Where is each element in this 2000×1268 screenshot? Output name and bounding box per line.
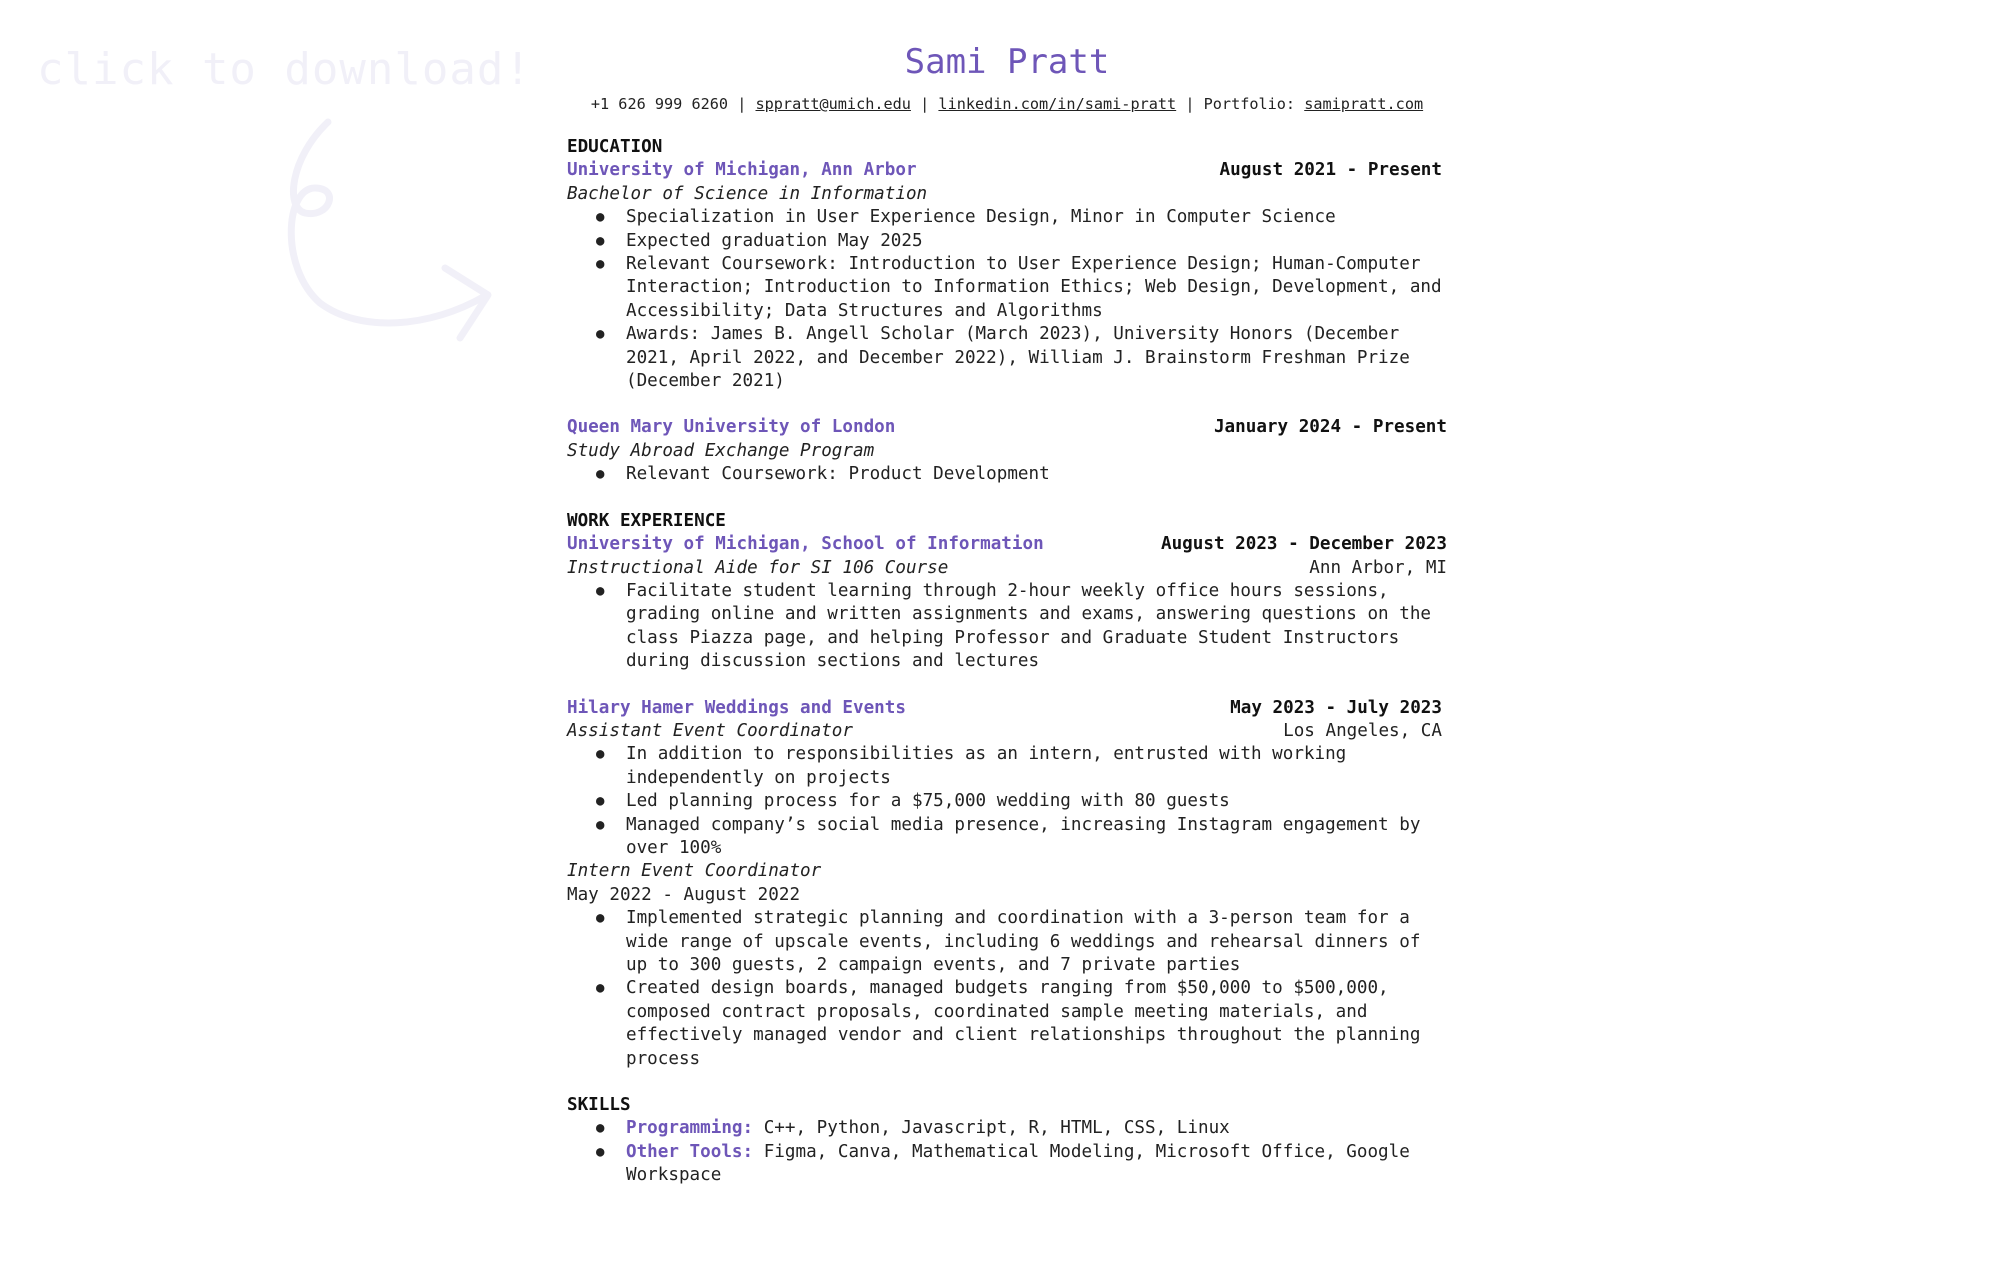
list-item: ● Implemented strategic planning and coordination with a 3-person team for a wide range of upscale events, including 6 weddings and rehearsal dinners of up to 300 guests, 2 campaign events, and 7 private parties (626, 907, 1447, 977)
education-entry-header (567, 159, 1447, 182)
education-bullets (567, 463, 1447, 486)
list-item: ● Managed company’s social media presence, increasing Instagram engagement by over 100% (626, 814, 1447, 861)
skills-list (567, 1117, 1447, 1187)
list-item: ● Created design boards, managed budgets ranging from $50,000 to $500,000, composed contract proposals, coordinated sample meeting materials, and effectively managed vendor and client relationships throughout the planning process (626, 977, 1447, 1071)
list-item: ● Specialization in User Experience Design, Minor in Computer Science (626, 206, 1447, 229)
skill-label: Other Tools: (626, 1141, 754, 1162)
work-date: August 2023 - December 2023 (1161, 534, 1447, 555)
portfolio-label: Portfolio: (1203, 95, 1296, 113)
skill-value: Figma, Canva, Mathematical Modeling, Microsoft Office, Google Workspace (626, 1141, 1410, 1186)
education-date: August 2021 - Present (1219, 160, 1442, 181)
download-hint-text[interactable]: click to download! (37, 44, 532, 95)
contact-line (567, 94, 1447, 114)
work-entry-header (567, 533, 1447, 556)
resume-name: Sami Pratt (904, 42, 1110, 82)
work-bullets (567, 743, 1447, 860)
list-item (626, 1141, 1447, 1188)
work-heading: WORK EXPERIENCE (567, 510, 726, 531)
list-item: ● Led planning process for a $75,000 wedding with 80 guests (626, 790, 1447, 813)
list-item: ● Relevant Coursework: Product Development (626, 463, 1447, 486)
work-date: May 2023 - July 2023 (1230, 697, 1442, 718)
list-item: ● Awards: James B. Angell Scholar (March 2023), University Honors (December 2021, April 2022, and December 2022), William J. Brainstorm Freshman Prize (December 2021) (626, 323, 1447, 393)
separator: | (920, 95, 930, 113)
education-program: Study Abroad Exchange Program (567, 440, 875, 461)
skill-value: C++, Python, Javascript, R, HTML, CSS, Linux (763, 1118, 1230, 1139)
separator: | (737, 95, 747, 113)
work-role: Instructional Aide for SI 106 Course (567, 557, 949, 578)
education-date: January 2024 - Present (1213, 417, 1447, 438)
work-role: Assistant Event Coordinator (567, 720, 853, 741)
skill-label: Programming: (626, 1118, 754, 1139)
work-org: Hilary Hamer Weddings and Events (567, 697, 906, 718)
work-role-row (567, 720, 1447, 743)
phone-number: +1 626 999 6260 (590, 95, 729, 113)
education-org: University of Michigan, Ann Arbor (567, 160, 917, 181)
separator: | (1185, 95, 1195, 113)
education-bullets (567, 206, 1447, 393)
education-degree: Bachelor of Science in Information (567, 183, 928, 204)
curved-arrow-icon (280, 118, 500, 348)
work-sub-role: Intern Event Coordinator (567, 861, 822, 882)
resume-document (567, 40, 1447, 1188)
work-sub-bullets (567, 907, 1447, 1071)
work-location: Ann Arbor, MI (1309, 557, 1447, 578)
portfolio-link[interactable]: samipratt.com (1304, 95, 1424, 113)
list-item (626, 1117, 1447, 1140)
skills-heading: SKILLS (567, 1095, 631, 1116)
linkedin-link[interactable]: linkedin.com/in/sami-pratt (938, 95, 1177, 113)
work-org: University of Michigan, School of Information (567, 534, 1044, 555)
list-item: ● Relevant Coursework: Introduction to User Experience Design; Human-Computer Interaction; Introduction to Information Ethics; Web Design, Development, and Accessibility; Data Structures and Algorithms (626, 253, 1447, 323)
work-bullets (567, 580, 1447, 674)
email-link[interactable]: sppratt@umich.edu (755, 95, 911, 113)
work-role-row (567, 557, 1447, 580)
work-sub-date: May 2022 - August 2022 (567, 884, 801, 905)
education-org: Queen Mary University of London (567, 417, 896, 438)
education-entry-header (567, 416, 1447, 439)
work-location: Los Angeles, CA (1283, 720, 1442, 741)
list-item: ● Expected graduation May 2025 (626, 230, 1447, 253)
work-entry-header (567, 697, 1447, 720)
list-item: ● Facilitate student learning through 2-hour weekly office hours sessions, grading online and written assignments and exams, answering questions on the class Piazza page, and helping Professor and Graduate Student Instructors during discussion sections and lectures (626, 580, 1447, 674)
list-item: ● In addition to responsibilities as an intern, entrusted with working independently on projects (626, 743, 1447, 790)
education-heading: EDUCATION (567, 137, 663, 157)
